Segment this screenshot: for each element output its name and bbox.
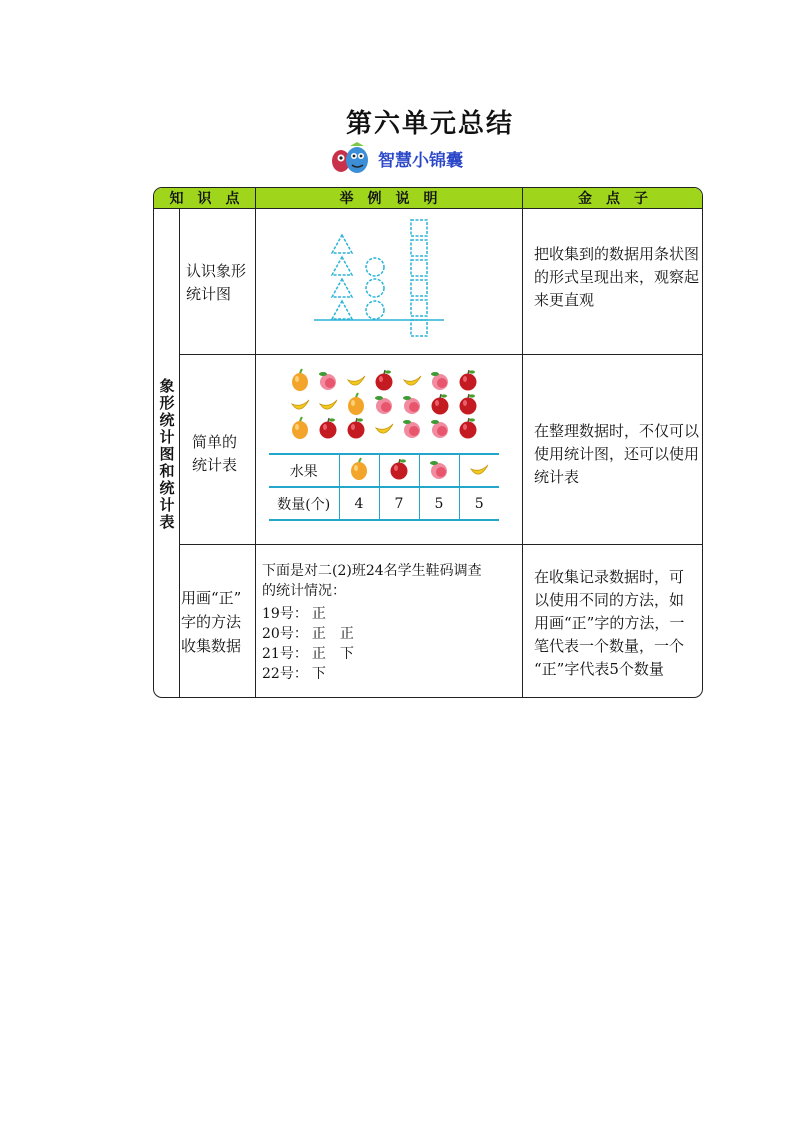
grid-line bbox=[179, 354, 702, 355]
grid-line bbox=[179, 544, 702, 545]
apple-icon bbox=[432, 394, 449, 415]
category-label: 象形统计图和统计表 bbox=[159, 377, 175, 531]
banana-icon bbox=[292, 400, 309, 409]
apple-icon bbox=[460, 370, 477, 391]
cartoon-pouch-icon bbox=[330, 141, 370, 175]
row2-tip: 在整理数据时，不仅可以使用统计图，还可以使用统计表 bbox=[534, 422, 700, 486]
page-title: 第六单元总结 bbox=[345, 109, 514, 139]
shape-pictograph bbox=[304, 216, 454, 341]
fruit-row-label: 水果 bbox=[269, 454, 339, 487]
summary-table bbox=[153, 187, 703, 698]
row3-tip: 在收集记录数据时，可 以使用不同的方法，如 用画“正”字的方法，一 笔代表一个数量，一个 “正”字代表5个数量 bbox=[534, 568, 685, 678]
header-examples: 举 例 说 明 bbox=[255, 188, 522, 209]
orange-icon bbox=[348, 457, 370, 481]
count-apple: 7 bbox=[379, 487, 419, 520]
count-row-label: 数量(个) bbox=[269, 487, 339, 520]
banana-icon bbox=[468, 457, 490, 481]
peach-icon bbox=[403, 420, 420, 438]
orange-icon bbox=[292, 417, 308, 439]
banana-icon bbox=[348, 376, 365, 385]
apple-icon bbox=[348, 418, 365, 439]
tally-mark: 正 下 bbox=[311, 646, 354, 662]
peach-icon bbox=[319, 372, 336, 390]
row3-intro: 下面是对二(2)班24名学生鞋码调查 的统计情况： bbox=[262, 563, 482, 599]
grid-line bbox=[522, 188, 523, 697]
list-item: 20号： 正 正 bbox=[262, 626, 354, 642]
list-item: 19号： 正 bbox=[262, 606, 326, 622]
subtitle-banner bbox=[330, 140, 463, 176]
table-row bbox=[269, 487, 499, 520]
apple-icon bbox=[376, 370, 393, 391]
orange-icon bbox=[292, 369, 308, 391]
fruit-grid bbox=[289, 368, 489, 443]
grid-line bbox=[255, 188, 256, 697]
row1-tip: 把收集到的数据用条状图的形式呈现出来，观察起来更直观 bbox=[534, 245, 700, 309]
count-banana: 5 bbox=[459, 487, 499, 520]
tally-mark: 下 bbox=[311, 666, 326, 682]
header-knowledge: 知 识 点 bbox=[154, 188, 255, 209]
row3-topic: 用画“正” 字的方法 收集数据 bbox=[181, 589, 242, 655]
tally-list bbox=[262, 604, 354, 684]
banana-icon bbox=[320, 400, 337, 409]
peach-icon bbox=[403, 396, 420, 414]
banana-icon bbox=[404, 376, 421, 385]
tally-mark: 正 bbox=[311, 606, 326, 622]
apple-icon bbox=[460, 394, 477, 415]
subtitle: 智慧小锦囊 bbox=[378, 150, 463, 171]
row1-topic: 认识象形统计图 bbox=[186, 262, 247, 303]
apple-icon bbox=[320, 418, 337, 439]
peach-icon bbox=[431, 372, 448, 390]
table-row bbox=[269, 454, 499, 487]
fruit-count-table bbox=[269, 453, 499, 521]
banana-icon bbox=[376, 424, 393, 433]
count-orange: 4 bbox=[339, 487, 379, 520]
peach-icon bbox=[375, 396, 392, 414]
apple-icon bbox=[388, 457, 410, 481]
count-peach: 5 bbox=[419, 487, 459, 520]
list-item: 22号： 下 bbox=[262, 666, 326, 682]
peach-icon bbox=[428, 457, 450, 481]
header-tips: 金 点 子 bbox=[522, 188, 703, 209]
row2-topic: 简单的统计表 bbox=[192, 433, 238, 474]
tally-mark: 正 正 bbox=[311, 626, 354, 642]
peach-icon bbox=[431, 420, 448, 438]
list-item: 21号： 正 下 bbox=[262, 646, 354, 662]
orange-icon bbox=[348, 393, 364, 415]
apple-icon bbox=[460, 418, 477, 439]
grid-line bbox=[179, 209, 180, 697]
